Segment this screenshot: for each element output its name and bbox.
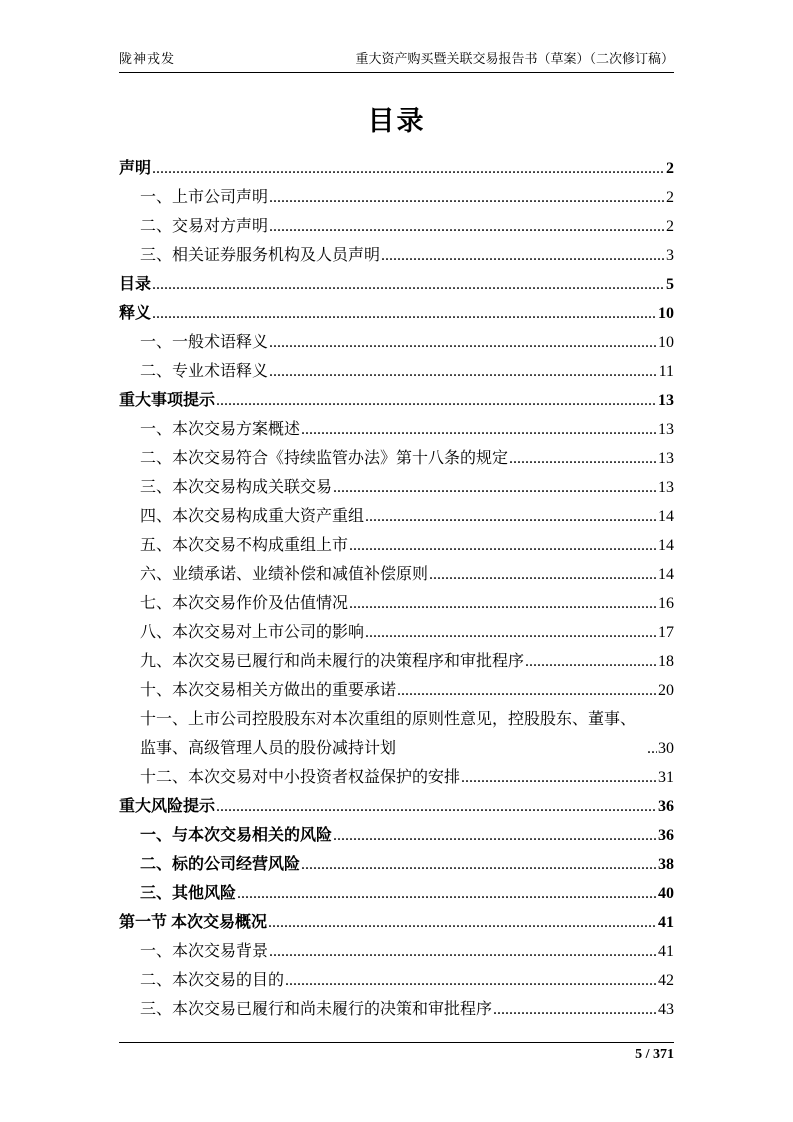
toc-entry: [119, 386, 674, 415]
toc-page-number: 11: [658, 363, 674, 380]
toc-dot-leader: [152, 270, 665, 299]
toc-dot-leader: [647, 734, 657, 763]
toc-dot-leader: [216, 792, 657, 821]
toc-dot-leader: [269, 357, 658, 386]
toc-page-number: 10: [658, 334, 674, 351]
toc-page-number: 30: [658, 740, 674, 757]
toc-entry-label: 二、专业术语释义: [140, 363, 269, 380]
toc-list: [119, 154, 674, 1024]
toc-entry-label: 二、本次交易符合《持续监管办法》第十八条的规定: [140, 450, 509, 467]
toc-entry: [119, 299, 674, 328]
toc-entry-label: 二、标的公司经营风险: [140, 856, 301, 873]
toc-entry: [119, 879, 674, 908]
toc-dot-leader: [268, 908, 657, 937]
toc-entry: [119, 154, 674, 183]
toc-dot-leader: [365, 618, 657, 647]
toc-entry: [119, 705, 674, 763]
toc-entry: [119, 908, 674, 937]
toc-dot-leader: [429, 560, 657, 589]
toc-entry-label: 八、本次交易对上市公司的影响: [140, 624, 365, 641]
toc-page-number: 3: [666, 247, 674, 264]
toc-entry-label: 声明: [119, 160, 152, 177]
toc-page-number: 36: [658, 798, 674, 815]
toc-page-number: 14: [658, 537, 674, 554]
toc-dot-leader: [349, 589, 657, 618]
toc-entry: [119, 270, 674, 299]
page-header: [119, 48, 674, 73]
toc-page-number: 17: [658, 624, 674, 641]
toc-dot-leader: [493, 995, 657, 1024]
toc-page-number: 13: [658, 392, 674, 409]
toc-entry: [119, 821, 674, 850]
toc-entry-label: 释义: [119, 305, 152, 322]
toc-entry-label: 三、本次交易构成关联交易: [140, 479, 333, 496]
toc-page-number: 42: [658, 972, 674, 989]
toc-entry: [119, 212, 674, 241]
toc-entry-label: 九、本次交易已履行和尚未履行的决策程序和审批程序: [140, 653, 525, 670]
toc-page-number: 2: [666, 160, 674, 177]
toc-entry-label: 三、相关证券服务机构及人员声明: [140, 247, 381, 264]
toc-dot-leader: [269, 183, 665, 212]
toc-entry-label: 一、本次交易方案概述: [140, 421, 301, 438]
toc-page-number: 36: [658, 827, 674, 844]
toc-page-number: 38: [658, 856, 674, 873]
toc-entry: [119, 473, 674, 502]
toc-dot-leader: [285, 966, 657, 995]
header-document-title: 重大资产购买暨关联交易报告书（草案）（二次修订稿）: [355, 51, 674, 66]
toc-page-number: 14: [658, 566, 674, 583]
toc-dot-leader: [461, 763, 657, 792]
toc-entry-label: 三、本次交易已履行和尚未履行的决策和审批程序: [140, 1001, 493, 1018]
toc-entry: [119, 444, 674, 473]
toc-entry: [119, 676, 674, 705]
toc-dot-leader: [397, 676, 657, 705]
toc-entry: [119, 502, 674, 531]
toc-dot-leader: [216, 386, 657, 415]
toc-page-number: 13: [658, 421, 674, 438]
toc-dot-leader: [269, 937, 657, 966]
toc-entry: [119, 241, 674, 270]
toc-page-number: 20: [658, 682, 674, 699]
toc-dot-leader: [269, 212, 665, 241]
toc-entry-label: 十、本次交易相关方做出的重要承诺: [140, 682, 397, 699]
toc-page-number: 41: [658, 943, 674, 960]
toc-entry: [119, 415, 674, 444]
toc-page-number: 14: [658, 508, 674, 525]
toc-dot-leader: [301, 850, 657, 879]
page-footer: [119, 1042, 674, 1063]
toc-dot-leader: [525, 647, 657, 676]
toc-entry: [119, 183, 674, 212]
toc-page-number: 43: [658, 1001, 674, 1018]
toc-page-number: 2: [666, 218, 674, 235]
toc-entry: [119, 560, 674, 589]
toc-entry-label: 重大风险提示: [119, 798, 216, 815]
toc-dot-leader: [152, 299, 657, 328]
toc-entry-label: 三、其他风险: [140, 885, 237, 902]
toc-entry-label: 七、本次交易作价及估值情况: [140, 595, 349, 612]
toc-dot-leader: [349, 531, 657, 560]
toc-entry: [119, 763, 674, 792]
toc-dot-leader: [365, 502, 657, 531]
toc-page-number: 18: [658, 653, 674, 670]
toc-dot-leader: [152, 154, 665, 183]
toc-entry-label: 目录: [119, 276, 152, 293]
toc-dot-leader: [509, 444, 657, 473]
toc-entry: [119, 328, 674, 357]
toc-dot-leader: [333, 473, 657, 502]
toc-page-number: 13: [658, 479, 674, 496]
toc-entry-label: 十二、本次交易对中小投资者权益保护的安排: [140, 769, 461, 786]
toc-page-number: 31: [658, 769, 674, 786]
toc-title: 目录: [367, 106, 426, 136]
toc-page-number: 2: [666, 189, 674, 206]
toc-entry: [119, 850, 674, 879]
toc-entry-label: 第一节 本次交易概况: [119, 914, 268, 931]
toc-page-number: 16: [658, 595, 674, 612]
toc-entry-label: 二、交易对方声明: [140, 218, 269, 235]
toc-entry: [119, 647, 674, 676]
footer-page-number: 5 / 371: [635, 1047, 674, 1062]
toc-entry: [119, 531, 674, 560]
toc-page-number: 41: [658, 914, 674, 931]
toc-entry: [119, 792, 674, 821]
toc-entry: [119, 357, 674, 386]
header-company-name: 陇神戎发: [119, 51, 176, 66]
toc-entry: [119, 937, 674, 966]
toc-page-number: 13: [658, 450, 674, 467]
toc-entry-label: 一、上市公司声明: [140, 189, 269, 206]
toc-entry-label: 五、本次交易不构成重组上市: [140, 537, 349, 554]
toc-entry-label: 一、一般术语释义: [140, 334, 269, 351]
toc-dot-leader: [333, 821, 657, 850]
toc-page-number: 5: [666, 276, 674, 293]
toc-dot-leader: [301, 415, 657, 444]
toc-entry: [119, 618, 674, 647]
toc-entry: [119, 966, 674, 995]
toc-page-number: 40: [658, 885, 674, 902]
toc-page-number: 10: [658, 305, 674, 322]
toc-entry-label: 重大事项提示: [119, 392, 216, 409]
toc-entry-label: 一、与本次交易相关的风险: [140, 827, 333, 844]
toc-dot-leader: [269, 328, 657, 357]
toc-dot-leader: [381, 241, 665, 270]
toc-entry-label: 四、本次交易构成重大资产重组: [140, 508, 365, 525]
toc-entry-label: 二、本次交易的目的: [140, 972, 285, 989]
toc-entry: [119, 589, 674, 618]
toc-entry-label: 六、业绩承诺、业绩补偿和减值补偿原则: [140, 566, 429, 583]
toc-entry-label: 一、本次交易背景: [140, 943, 269, 960]
toc-entry: [119, 995, 674, 1024]
toc-dot-leader: [237, 879, 657, 908]
toc-entry-label: 十一、上市公司控股股东对本次重组的原则性意见，控股股东、董事、监事、高级管理人员的股份减持计划: [140, 711, 637, 757]
